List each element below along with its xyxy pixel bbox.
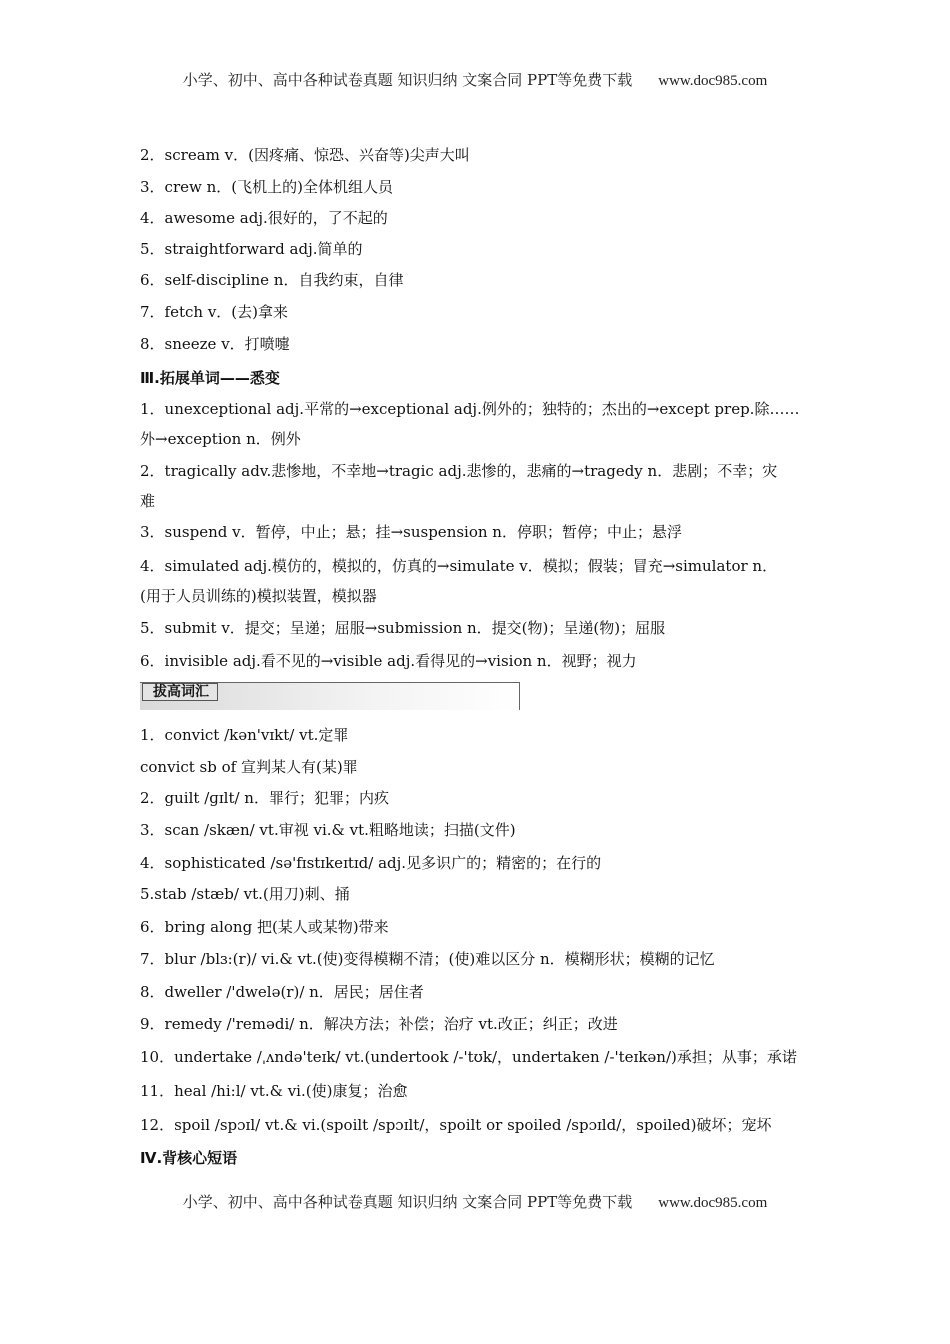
derivation-line: (用于人员训练的)模拟装置，模拟器 — [140, 587, 377, 605]
vocab-line: 8．sneeze v．打喷嚏 — [140, 335, 290, 353]
vocab-line: 4．awesome adj.很好的，了不起的 — [140, 209, 388, 227]
advanced-vocab-line: 6．bring along 把(某人或某物)带来 — [140, 918, 389, 936]
advanced-vocab-line: 12．spoil /spɔɪl/ vt.& vi.(spoilt /spɔɪlt/，spoilt or spoiled /spɔɪld/，spoiled)破坏；宠坏 — [140, 1116, 772, 1134]
advanced-vocab-line: 10．undertake /ˌʌndə'teɪk/ vt.(undertook /-'tʊk/，undertaken /-'teɪkən/)承担；从事；承诺 — [140, 1048, 797, 1066]
derivation-line: 6．invisible adj.看不见的→visible adj.看得见的→vision n．视野；视力 — [140, 652, 637, 670]
vocab-line: 7．fetch v．(去)拿来 — [140, 303, 289, 321]
advanced-vocab-line: 3．scan /skæn/ vt.审视 vi.& vt.粗略地读；扫描(文件) — [140, 821, 516, 839]
derivation-line: 2．tragically adv.悲惨地，不幸地→tragic adj.悲惨的，悲痛的→tragedy n．悲剧；不幸；灾 — [140, 462, 778, 480]
derivation-line: 难 — [140, 492, 156, 510]
advanced-vocab-banner — [140, 682, 520, 710]
footer-text: 小学、初中、高中各种试卷真题 知识归纳 文案合同 PPT等免费下载 — [182, 1193, 633, 1211]
derivation-line: 3．suspend v．暂停，中止；悬；挂→suspension n．停职；暂停；中止；悬浮 — [140, 523, 682, 541]
section-title-3: Ⅲ.拓展单词——悉变 — [140, 369, 280, 387]
advanced-vocab-line: 1．convict /kən'vɪkt/ vt.定罪 — [140, 726, 349, 744]
banner-label: 拔高词汇 — [142, 683, 218, 701]
advanced-vocab-line: 11．heal /hi:l/ vt.& vi.(使)康复；治愈 — [140, 1082, 408, 1100]
derivation-line: 4．simulated adj.模仿的，模拟的，仿真的→simulate v．模拟；假装；冒充→simulator n． — [140, 557, 778, 575]
advanced-vocab-line: 8．dweller /'dwelə(r)/ n．居民；居住者 — [140, 983, 424, 1001]
advanced-vocab-line: 9．remedy /'remədi/ n．解决方法；补偿；治疗 vt.改正；纠正；改进 — [140, 1015, 618, 1033]
page-footer — [0, 1191, 950, 1212]
derivation-line: 外→exception n．例外 — [140, 430, 301, 448]
footer-url[interactable]: www.doc985.com — [658, 1195, 768, 1211]
derivation-line: 1．unexceptional adj.平常的→exceptional adj.例外的；独特的；杰出的→except prep.除…… — [140, 400, 800, 418]
banner-right-tick — [519, 682, 520, 710]
advanced-vocab-line: convict sb of 宣判某人有(某)罪 — [140, 758, 358, 776]
vocab-line: 2．scream v．(因疼痛、惊恐、兴奋等)尖声大叫 — [140, 146, 470, 164]
vocab-line: 3．crew n．(飞机上的)全体机组人员 — [140, 178, 393, 196]
advanced-vocab-line: 7．blur /blɜ:(r)/ vi.& vt.(使)变得模糊不清；(使)难以区分 n．模糊形状；模糊的记忆 — [140, 950, 715, 968]
advanced-vocab-line: 4．sophisticated /sə'fɪstɪkeɪtɪd/ adj.见多识广的；精密的；在行的 — [140, 854, 602, 872]
page-header — [0, 69, 950, 90]
header-text: 小学、初中、高中各种试卷真题 知识归纳 文案合同 PPT等免费下载 — [182, 71, 633, 89]
vocab-line: 5．straightforward adj.简单的 — [140, 240, 363, 258]
advanced-vocab-line: 2．guilt /ɡɪlt/ n．罪行；犯罪；内疚 — [140, 789, 389, 807]
advanced-vocab-line: 5.stab /stæb/ vt.(用刀)刺、捅 — [140, 885, 350, 903]
header-url[interactable]: www.doc985.com — [658, 73, 768, 89]
section-title-4: Ⅳ.背核心短语 — [140, 1149, 238, 1167]
vocab-line: 6．self-discipline n．自我约束，自律 — [140, 271, 404, 289]
derivation-line: 5．submit v．提交；呈递；屈服→submission n．提交(物)；呈递(物)；屈服 — [140, 619, 666, 637]
